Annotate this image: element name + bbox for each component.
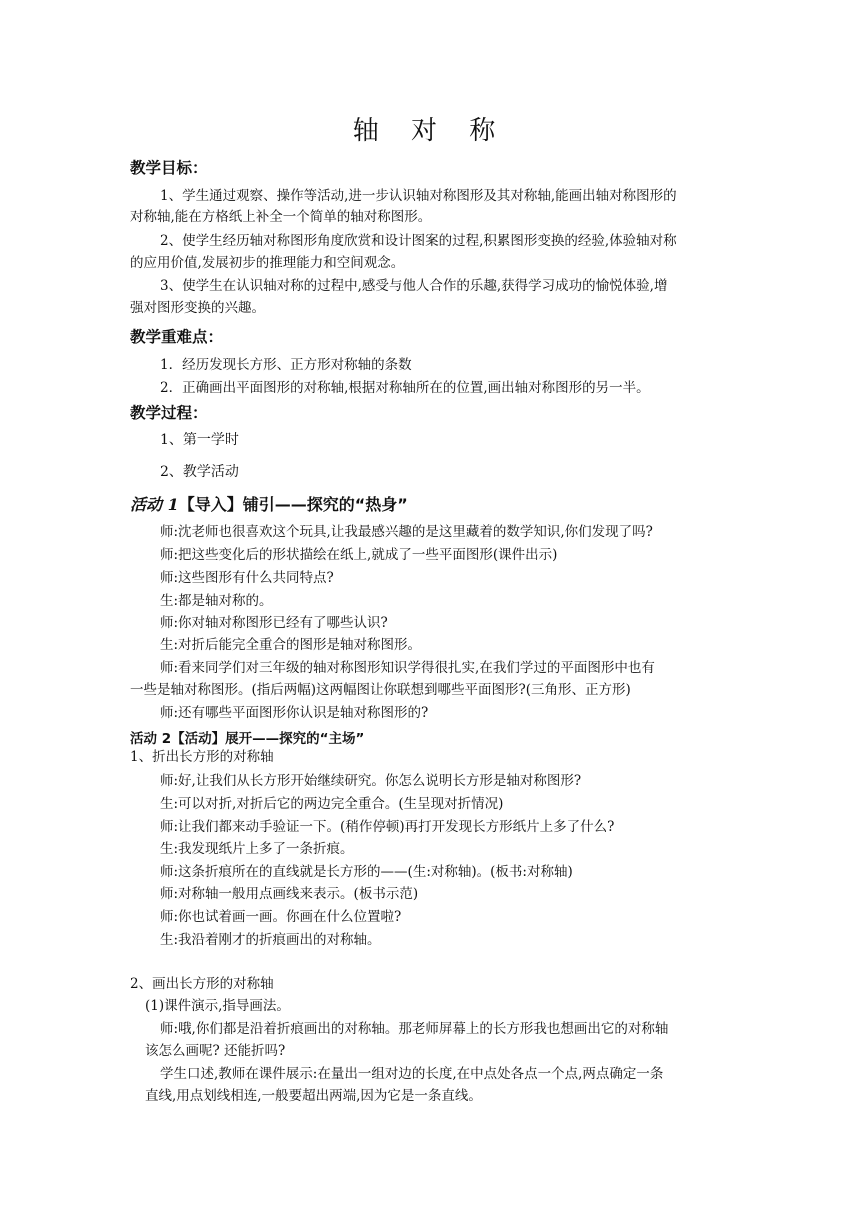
- dialogue-line: 生:可以对折,对折后它的两边完全重合。(生呈现对折情况): [160, 796, 504, 812]
- dialogue-line: 师:你也试着画一画。你画在什么位置啦?: [160, 909, 402, 925]
- goal-2-line-b: 的应用价值,发展初步的推理能力和空间观念。: [130, 255, 405, 271]
- goal-1-line-a: 1、学生通过观察、操作等活动,进一步认识轴对称图形及其对称轴,能画出轴对称图形的: [160, 188, 677, 204]
- dialogue-line: 师:你对轴对称图形已经有了哪些认识?: [160, 615, 388, 631]
- activity-2-heading: 活动 2【活动】展开——探究的“主场”: [130, 731, 365, 747]
- goals-heading: 教学目标：: [130, 159, 208, 177]
- process-heading: 教学过程：: [130, 404, 208, 422]
- dialogue-line: 师:看来同学们对三年级的轴对称图形知识学得很扎实,在我们学过的平面图形中也有: [160, 660, 655, 676]
- activity-1-heading: [130, 492, 408, 515]
- dialogue-line: 师:哦,你们都是沿着折痕画出的对称轴。那老师屏幕上的长方形我也想画出它的对称轴: [160, 1021, 669, 1037]
- dialogue-line: 一些是轴对称图形。(指后两幅)这两幅图让你联想到哪些平面图形?(三角形、正方形): [130, 682, 631, 698]
- activity-1-prefix: 活动 1: [130, 495, 179, 514]
- activity-2-subheading-1: 1、折出长方形的对称轴: [130, 749, 274, 765]
- dialogue-line: 师:好,让我们从长方形开始继续研究。你怎么说明长方形是轴对称图形?: [160, 773, 582, 789]
- dialogue-line: 师:让我们都来动手验证一下。(稍作停顿)再打开发现长方形纸片上多了什么?: [160, 819, 615, 835]
- dialogue-line: 师:还有哪些平面图形你认识是轴对称图形的?: [160, 705, 429, 721]
- dialogue-line: 直线,用点划线相连,一般要超出两端,因为它是一条直线。: [145, 1088, 482, 1104]
- goal-1-line-b: 对称轴,能在方格纸上补全一个简单的轴对称图形。: [130, 209, 432, 225]
- activity-2-subheading-2: 2、画出长方形的对称轴: [130, 976, 274, 992]
- goal-3-line-b: 强对图形变换的兴趣。: [130, 300, 265, 316]
- key-point-2: 2．正确画出平面图形的对称轴,根据对称轴所在的位置,画出轴对称图形的另一半。: [160, 380, 650, 396]
- key-point-1: 1．经历发现长方形、正方形对称轴的条数: [160, 357, 412, 373]
- dialogue-line: 师:对称轴一般用点画线来表示。(板书示范): [160, 886, 419, 902]
- document-title: 轴 对 称: [352, 116, 508, 146]
- dialogue-line: 生:我沿着刚才的折痕画出的对称轴。: [160, 932, 381, 948]
- dialogue-line: 师:沈老师也很喜欢这个玩具,让我最感兴趣的是这里藏着的数学知识,你们发现了吗?: [160, 524, 653, 540]
- dialogue-line: 学生口述,教师在课件展示:在量出一组对边的长度,在中点处各点一个点,两点确定一条: [160, 1066, 664, 1082]
- activity-1-title: 【导入】铺引——探究的“热身”: [178, 495, 408, 514]
- dialogue-line: 生:对折后能完全重合的图形是轴对称图形。: [160, 637, 422, 653]
- goal-2-line-a: 2、使学生经历轴对称图形角度欣赏和设计图案的过程,积累图形变换的经验,体验轴对称: [160, 233, 677, 249]
- dialogue-line: 师:把这些变化后的形状描绘在纸上,就成了一些平面图形(课件出示): [160, 547, 558, 563]
- key-points-heading: 教学重难点：: [130, 328, 224, 346]
- dialogue-line: 该怎么画呢? 还能折吗?: [145, 1043, 286, 1059]
- activity-2-step-1: (1)课件演示,指导画法。: [145, 998, 290, 1014]
- process-item-1: 1、第一学时: [160, 432, 239, 448]
- process-item-2: 2、教学活动: [160, 464, 239, 480]
- dialogue-line: 生:我发现纸片上多了一条折痕。: [160, 841, 354, 857]
- dialogue-line: 师:这条折痕所在的直线就是长方形的——(生:对称轴)。(板书:对称轴): [160, 864, 573, 880]
- dialogue-line: 生:都是轴对称的。: [160, 593, 273, 609]
- dialogue-line: 师:这些图形有什么共同特点?: [160, 570, 334, 586]
- goal-3-line-a: 3、使学生在认识轴对称的过程中,感受与他人合作的乐趣,获得学习成功的愉悦体验,增: [160, 278, 668, 294]
